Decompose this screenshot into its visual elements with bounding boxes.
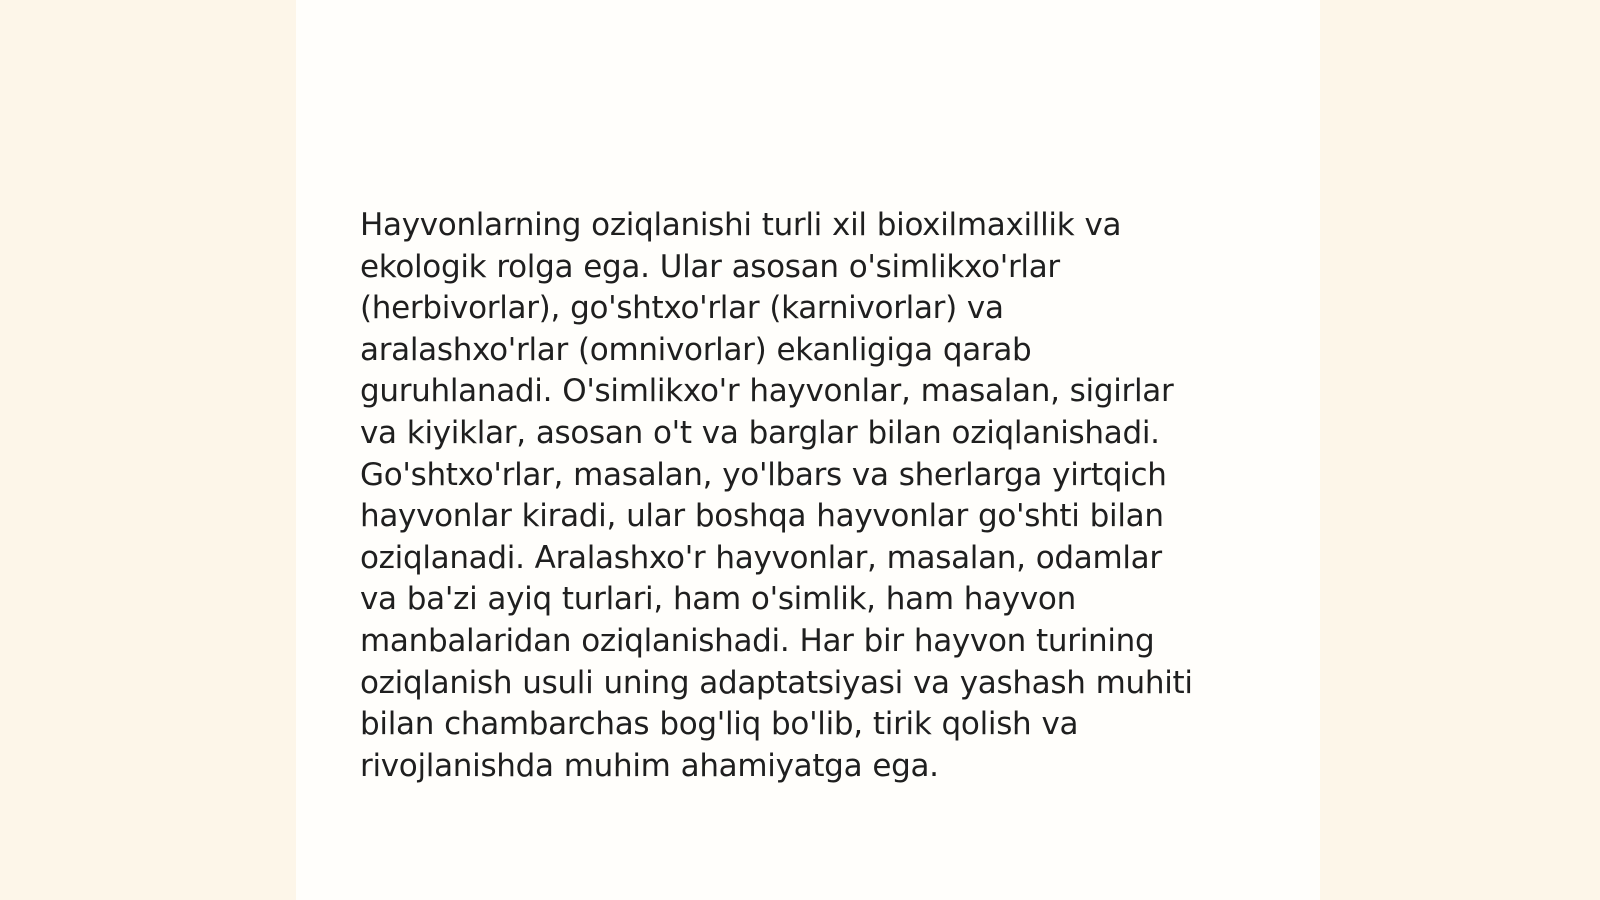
left-margin <box>0 0 296 900</box>
right-margin <box>1320 0 1600 900</box>
body-paragraph: Hayvonlarning oziqlanishi turli xil bioxilmaxillik va ekologik rolga ega. Ular asosan o'simlikxo'rlar (herbivorlar), go'shtxo'rlar (karnivorlar) va aralashxo'rlar (omnivorlar) ekanligiga qarab guruhlanadi. O'simlikxo'r hayvonlar, masalan, sigirlar va kiyiklar, asosan o't va barglar bilan oziqlanishadi. Go'shtxo'rlar, masalan, yo'lbars va sherlarga yirtqich hayvonlar kiradi, ular boshqa hayvonlar go'shti bilan oziqlanadi. Aralashxo'r hayvonlar, masalan, odamlar va ba'zi ayiq turlari, ham o'simlik, ham hayvon manbalaridan oziqlanishadi. Har bir hayvon turining oziqlanish usuli uning adaptatsiyasi va yashash muhiti bilan chambarchas bog'liq bo'lib, tirik qolish va rivojlanishda muhim ahamiyatga ega. <box>360 207 1193 784</box>
